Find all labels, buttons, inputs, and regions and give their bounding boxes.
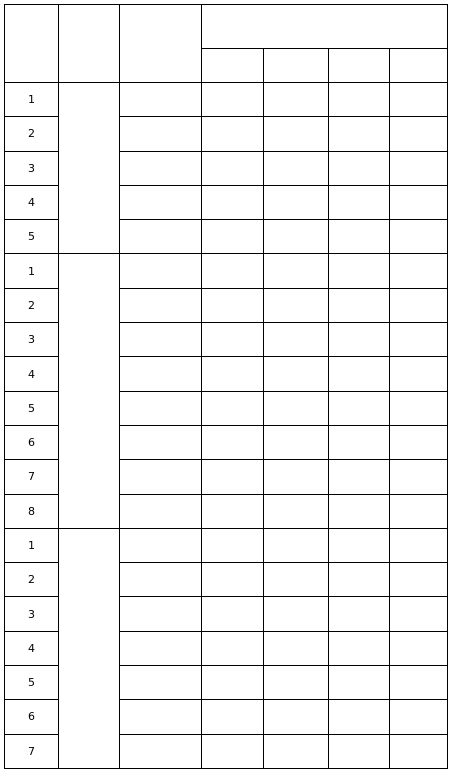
editor-education [329, 357, 390, 391]
row-index: 2 [5, 117, 59, 151]
editor-role [120, 597, 202, 631]
textbook-name [59, 528, 120, 768]
header-editor-info [202, 5, 448, 49]
editor-name [202, 83, 264, 117]
editor-party [264, 220, 329, 254]
editor-party [264, 117, 329, 151]
editor-title [390, 185, 448, 219]
editor-role [120, 700, 202, 734]
editor-party [264, 528, 329, 562]
header-textbook [59, 5, 120, 83]
editor-party [264, 185, 329, 219]
editor-party [264, 254, 329, 288]
editor-party [264, 288, 329, 322]
editor-name [202, 323, 264, 357]
editor-name [202, 357, 264, 391]
editor-party [264, 563, 329, 597]
editor-name [202, 254, 264, 288]
editor-education [329, 117, 390, 151]
textbook-name [59, 254, 120, 528]
editor-name [202, 151, 264, 185]
editor-role [120, 666, 202, 700]
editor-title [390, 425, 448, 459]
editor-title [390, 220, 448, 254]
row-index: 4 [5, 185, 59, 219]
header-party [264, 49, 329, 83]
header-name [202, 49, 264, 83]
editor-education [329, 631, 390, 665]
editor-education [329, 666, 390, 700]
editor-name [202, 528, 264, 562]
editor-name [202, 185, 264, 219]
header-role [120, 5, 202, 83]
editor-party [264, 700, 329, 734]
editor-title [390, 460, 448, 494]
editor-party [264, 391, 329, 425]
editor-role [120, 734, 202, 768]
editor-title [390, 323, 448, 357]
editor-party [264, 357, 329, 391]
row-index: 5 [5, 391, 59, 425]
editor-education [329, 700, 390, 734]
editor-education [329, 288, 390, 322]
editor-name [202, 460, 264, 494]
editor-education [329, 391, 390, 425]
editor-name [202, 117, 264, 151]
row-index: 1 [5, 528, 59, 562]
row-index: 6 [5, 425, 59, 459]
editor-role [120, 185, 202, 219]
editor-education [329, 83, 390, 117]
row-index: 5 [5, 666, 59, 700]
editor-name [202, 391, 264, 425]
editor-title [390, 288, 448, 322]
editor-role [120, 151, 202, 185]
header-education [329, 49, 390, 83]
editor-role [120, 254, 202, 288]
editor-party [264, 151, 329, 185]
editor-education [329, 323, 390, 357]
editor-name [202, 425, 264, 459]
editor-title [390, 151, 448, 185]
header-title [390, 49, 448, 83]
editor-name [202, 288, 264, 322]
editor-role [120, 425, 202, 459]
editor-role [120, 631, 202, 665]
editor-party [264, 734, 329, 768]
editor-name [202, 631, 264, 665]
table-row [5, 254, 448, 288]
editor-party [264, 83, 329, 117]
editor-education [329, 460, 390, 494]
editor-title [390, 597, 448, 631]
table-row [5, 528, 448, 562]
editor-education [329, 734, 390, 768]
editor-education [329, 597, 390, 631]
editor-role [120, 117, 202, 151]
textbook-name [59, 83, 120, 254]
editor-education [329, 185, 390, 219]
editor-roster-table [4, 4, 448, 769]
editor-party [264, 494, 329, 528]
row-index: 1 [5, 254, 59, 288]
editor-title [390, 734, 448, 768]
editor-education [329, 151, 390, 185]
editor-role [120, 494, 202, 528]
row-index: 6 [5, 700, 59, 734]
editor-name [202, 666, 264, 700]
row-index: 3 [5, 151, 59, 185]
editor-party [264, 597, 329, 631]
header-index [5, 5, 59, 83]
row-index: 7 [5, 734, 59, 768]
editor-party [264, 631, 329, 665]
editor-name [202, 700, 264, 734]
row-index: 1 [5, 83, 59, 117]
editor-party [264, 323, 329, 357]
editor-role [120, 528, 202, 562]
editor-education [329, 425, 390, 459]
editor-education [329, 494, 390, 528]
editor-role [120, 460, 202, 494]
row-index: 7 [5, 460, 59, 494]
row-index: 2 [5, 288, 59, 322]
editor-education [329, 220, 390, 254]
editor-title [390, 254, 448, 288]
row-index: 3 [5, 597, 59, 631]
editor-title [390, 357, 448, 391]
row-index: 4 [5, 631, 59, 665]
editor-title [390, 391, 448, 425]
editor-party [264, 460, 329, 494]
editor-education [329, 528, 390, 562]
editor-role [120, 391, 202, 425]
editor-role [120, 83, 202, 117]
editor-name [202, 597, 264, 631]
editor-role [120, 563, 202, 597]
editor-title [390, 666, 448, 700]
editor-title [390, 494, 448, 528]
row-index: 3 [5, 323, 59, 357]
editor-name [202, 220, 264, 254]
editor-title [390, 83, 448, 117]
row-index: 4 [5, 357, 59, 391]
editor-name [202, 563, 264, 597]
editor-role [120, 323, 202, 357]
row-index: 2 [5, 563, 59, 597]
table-row [5, 83, 448, 117]
editor-title [390, 117, 448, 151]
editor-title [390, 528, 448, 562]
editor-title [390, 631, 448, 665]
roster-body [5, 83, 448, 769]
editor-role [120, 220, 202, 254]
editor-party [264, 666, 329, 700]
editor-title [390, 700, 448, 734]
editor-party [264, 425, 329, 459]
editor-title [390, 563, 448, 597]
editor-education [329, 563, 390, 597]
editor-name [202, 734, 264, 768]
row-index: 8 [5, 494, 59, 528]
row-index: 5 [5, 220, 59, 254]
editor-education [329, 254, 390, 288]
editor-role [120, 288, 202, 322]
editor-name [202, 494, 264, 528]
editor-role [120, 357, 202, 391]
